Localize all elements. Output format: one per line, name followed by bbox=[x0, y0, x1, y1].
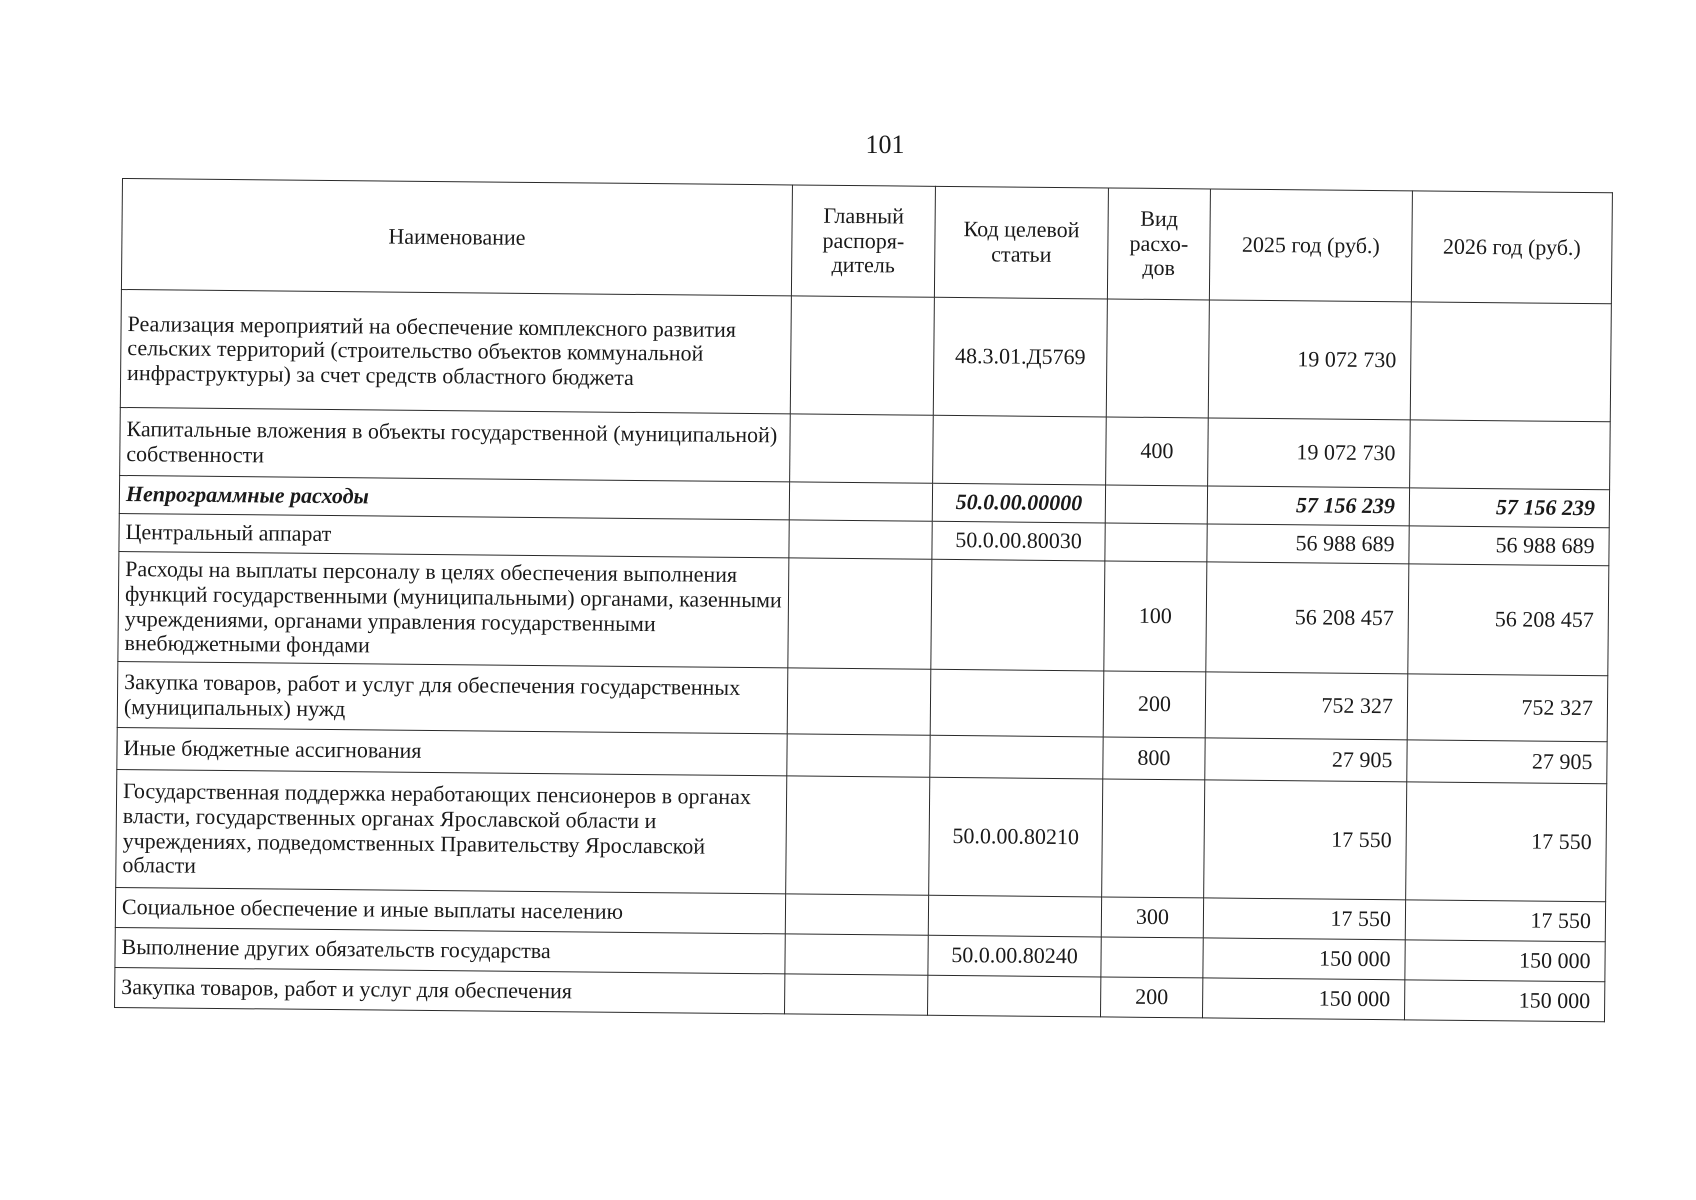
cell-2025: 150 000 bbox=[1203, 938, 1405, 980]
cell-type bbox=[1105, 523, 1207, 562]
cell-ministry bbox=[785, 894, 928, 935]
cell-2026: 17 550 bbox=[1405, 900, 1605, 942]
cell-code: 50.0.00.00000 bbox=[932, 483, 1105, 523]
cell-type bbox=[1106, 299, 1209, 418]
cell-name: Реализация мероприятий на обеспечение комплексного развития сельских территорий (строительство объектов коммунальной инфраструктуры) за счет средств областного бюджета bbox=[120, 289, 791, 413]
header-name: Наименование bbox=[121, 179, 792, 296]
table-row bbox=[116, 769, 1607, 901]
cell-2025: 19 072 730 bbox=[1208, 418, 1411, 488]
cell-code: 50.0.00.80030 bbox=[932, 521, 1105, 561]
table-header-row bbox=[121, 179, 1612, 304]
cell-code: 50.0.00.80240 bbox=[928, 935, 1101, 977]
cell-2026 bbox=[1410, 302, 1611, 422]
cell-code bbox=[930, 735, 1103, 779]
cell-2026: 56 208 457 bbox=[1408, 564, 1609, 676]
cell-2026 bbox=[1410, 420, 1611, 490]
cell-ministry bbox=[789, 520, 932, 559]
cell-2025: 150 000 bbox=[1202, 978, 1404, 1020]
cell-type: 800 bbox=[1103, 737, 1205, 780]
header-2025: 2025 год (руб.) bbox=[1209, 189, 1412, 302]
budget-table bbox=[114, 178, 1613, 1022]
cell-type: 200 bbox=[1103, 671, 1206, 738]
cell-2026: 752 327 bbox=[1407, 674, 1608, 742]
cell-ministry bbox=[785, 974, 928, 1015]
header-code: Код целевой статьи bbox=[934, 186, 1108, 299]
cell-ministry bbox=[786, 776, 930, 895]
cell-name: Центральный аппарат bbox=[119, 513, 789, 557]
cell-name: Капитальные вложения в объекты государственной (муниципальной) собственности bbox=[120, 407, 791, 481]
cell-2025: 56 208 457 bbox=[1206, 562, 1409, 674]
cell-ministry bbox=[787, 734, 930, 777]
cell-2026: 150 000 bbox=[1404, 980, 1604, 1022]
cell-2025: 17 550 bbox=[1203, 898, 1405, 940]
cell-type: 300 bbox=[1101, 897, 1203, 938]
cell-2026: 56 988 689 bbox=[1409, 526, 1609, 566]
cell-code bbox=[931, 559, 1105, 671]
cell-name: Расходы на выплаты персоналу в целях обеспечения выполнения функций государственными (муниципальными) органами, казенными учреждениями, органами управления государственными внебюджетными фондами bbox=[118, 551, 789, 667]
cell-2025: 17 550 bbox=[1204, 780, 1407, 900]
cell-type: 400 bbox=[1106, 417, 1209, 486]
cell-ministry bbox=[788, 558, 932, 669]
header-ministry: Главный распоря-дитель bbox=[791, 185, 935, 297]
cell-type: 200 bbox=[1100, 977, 1202, 1018]
cell-ministry bbox=[785, 934, 928, 975]
cell-name: Закупка товаров, работ и услуг для обеспечения bbox=[115, 967, 785, 1013]
cell-ministry bbox=[790, 296, 934, 415]
cell-type bbox=[1101, 937, 1203, 978]
cell-name: Иные бюджетные ассигнования bbox=[117, 727, 787, 775]
table-row bbox=[120, 289, 1611, 421]
cell-2025: 56 988 689 bbox=[1207, 524, 1409, 564]
cell-code bbox=[933, 415, 1107, 485]
cell-ministry bbox=[789, 482, 932, 521]
cell-ministry bbox=[787, 668, 931, 735]
cell-name: Непрограммные расходы bbox=[119, 475, 789, 519]
cell-2025: 752 327 bbox=[1205, 672, 1408, 740]
cell-code: 50.0.00.80210 bbox=[929, 777, 1103, 897]
header-2026: 2026 год (руб.) bbox=[1411, 191, 1612, 304]
cell-ministry bbox=[790, 414, 934, 483]
table-row bbox=[118, 551, 1609, 675]
cell-2025: 27 905 bbox=[1205, 738, 1407, 782]
cell-code bbox=[930, 669, 1104, 737]
cell-code: 48.3.01.Д5769 bbox=[933, 297, 1107, 417]
budget-table-wrapper bbox=[114, 178, 1612, 1022]
cell-2025: 19 072 730 bbox=[1208, 300, 1411, 420]
cell-2026: 27 905 bbox=[1407, 740, 1607, 784]
cell-name: Выполнение других обязательств государства bbox=[115, 927, 785, 973]
cell-name: Социальное обеспечение и иные выплаты населению bbox=[115, 887, 785, 933]
page-number: 101 bbox=[865, 130, 905, 159]
cell-code bbox=[928, 895, 1101, 937]
cell-name: Закупка товаров, работ и услуг для обеспечения государственных (муниципальных) нужд bbox=[117, 661, 788, 733]
cell-2026: 17 550 bbox=[1406, 782, 1607, 902]
cell-type bbox=[1102, 779, 1205, 898]
header-type: Вид расхо-дов bbox=[1107, 188, 1210, 300]
cell-type bbox=[1105, 485, 1207, 524]
cell-2026: 150 000 bbox=[1405, 940, 1605, 982]
cell-code bbox=[928, 975, 1101, 1017]
cell-name: Государственная поддержка неработающих пенсионеров в органах власти, государственных органах Ярославской области и учреждениях, подведомственных Правительству Ярославской области bbox=[116, 769, 787, 893]
cell-2026: 57 156 239 bbox=[1409, 488, 1609, 528]
cell-2025: 57 156 239 bbox=[1207, 486, 1409, 526]
cell-type: 100 bbox=[1104, 561, 1207, 672]
